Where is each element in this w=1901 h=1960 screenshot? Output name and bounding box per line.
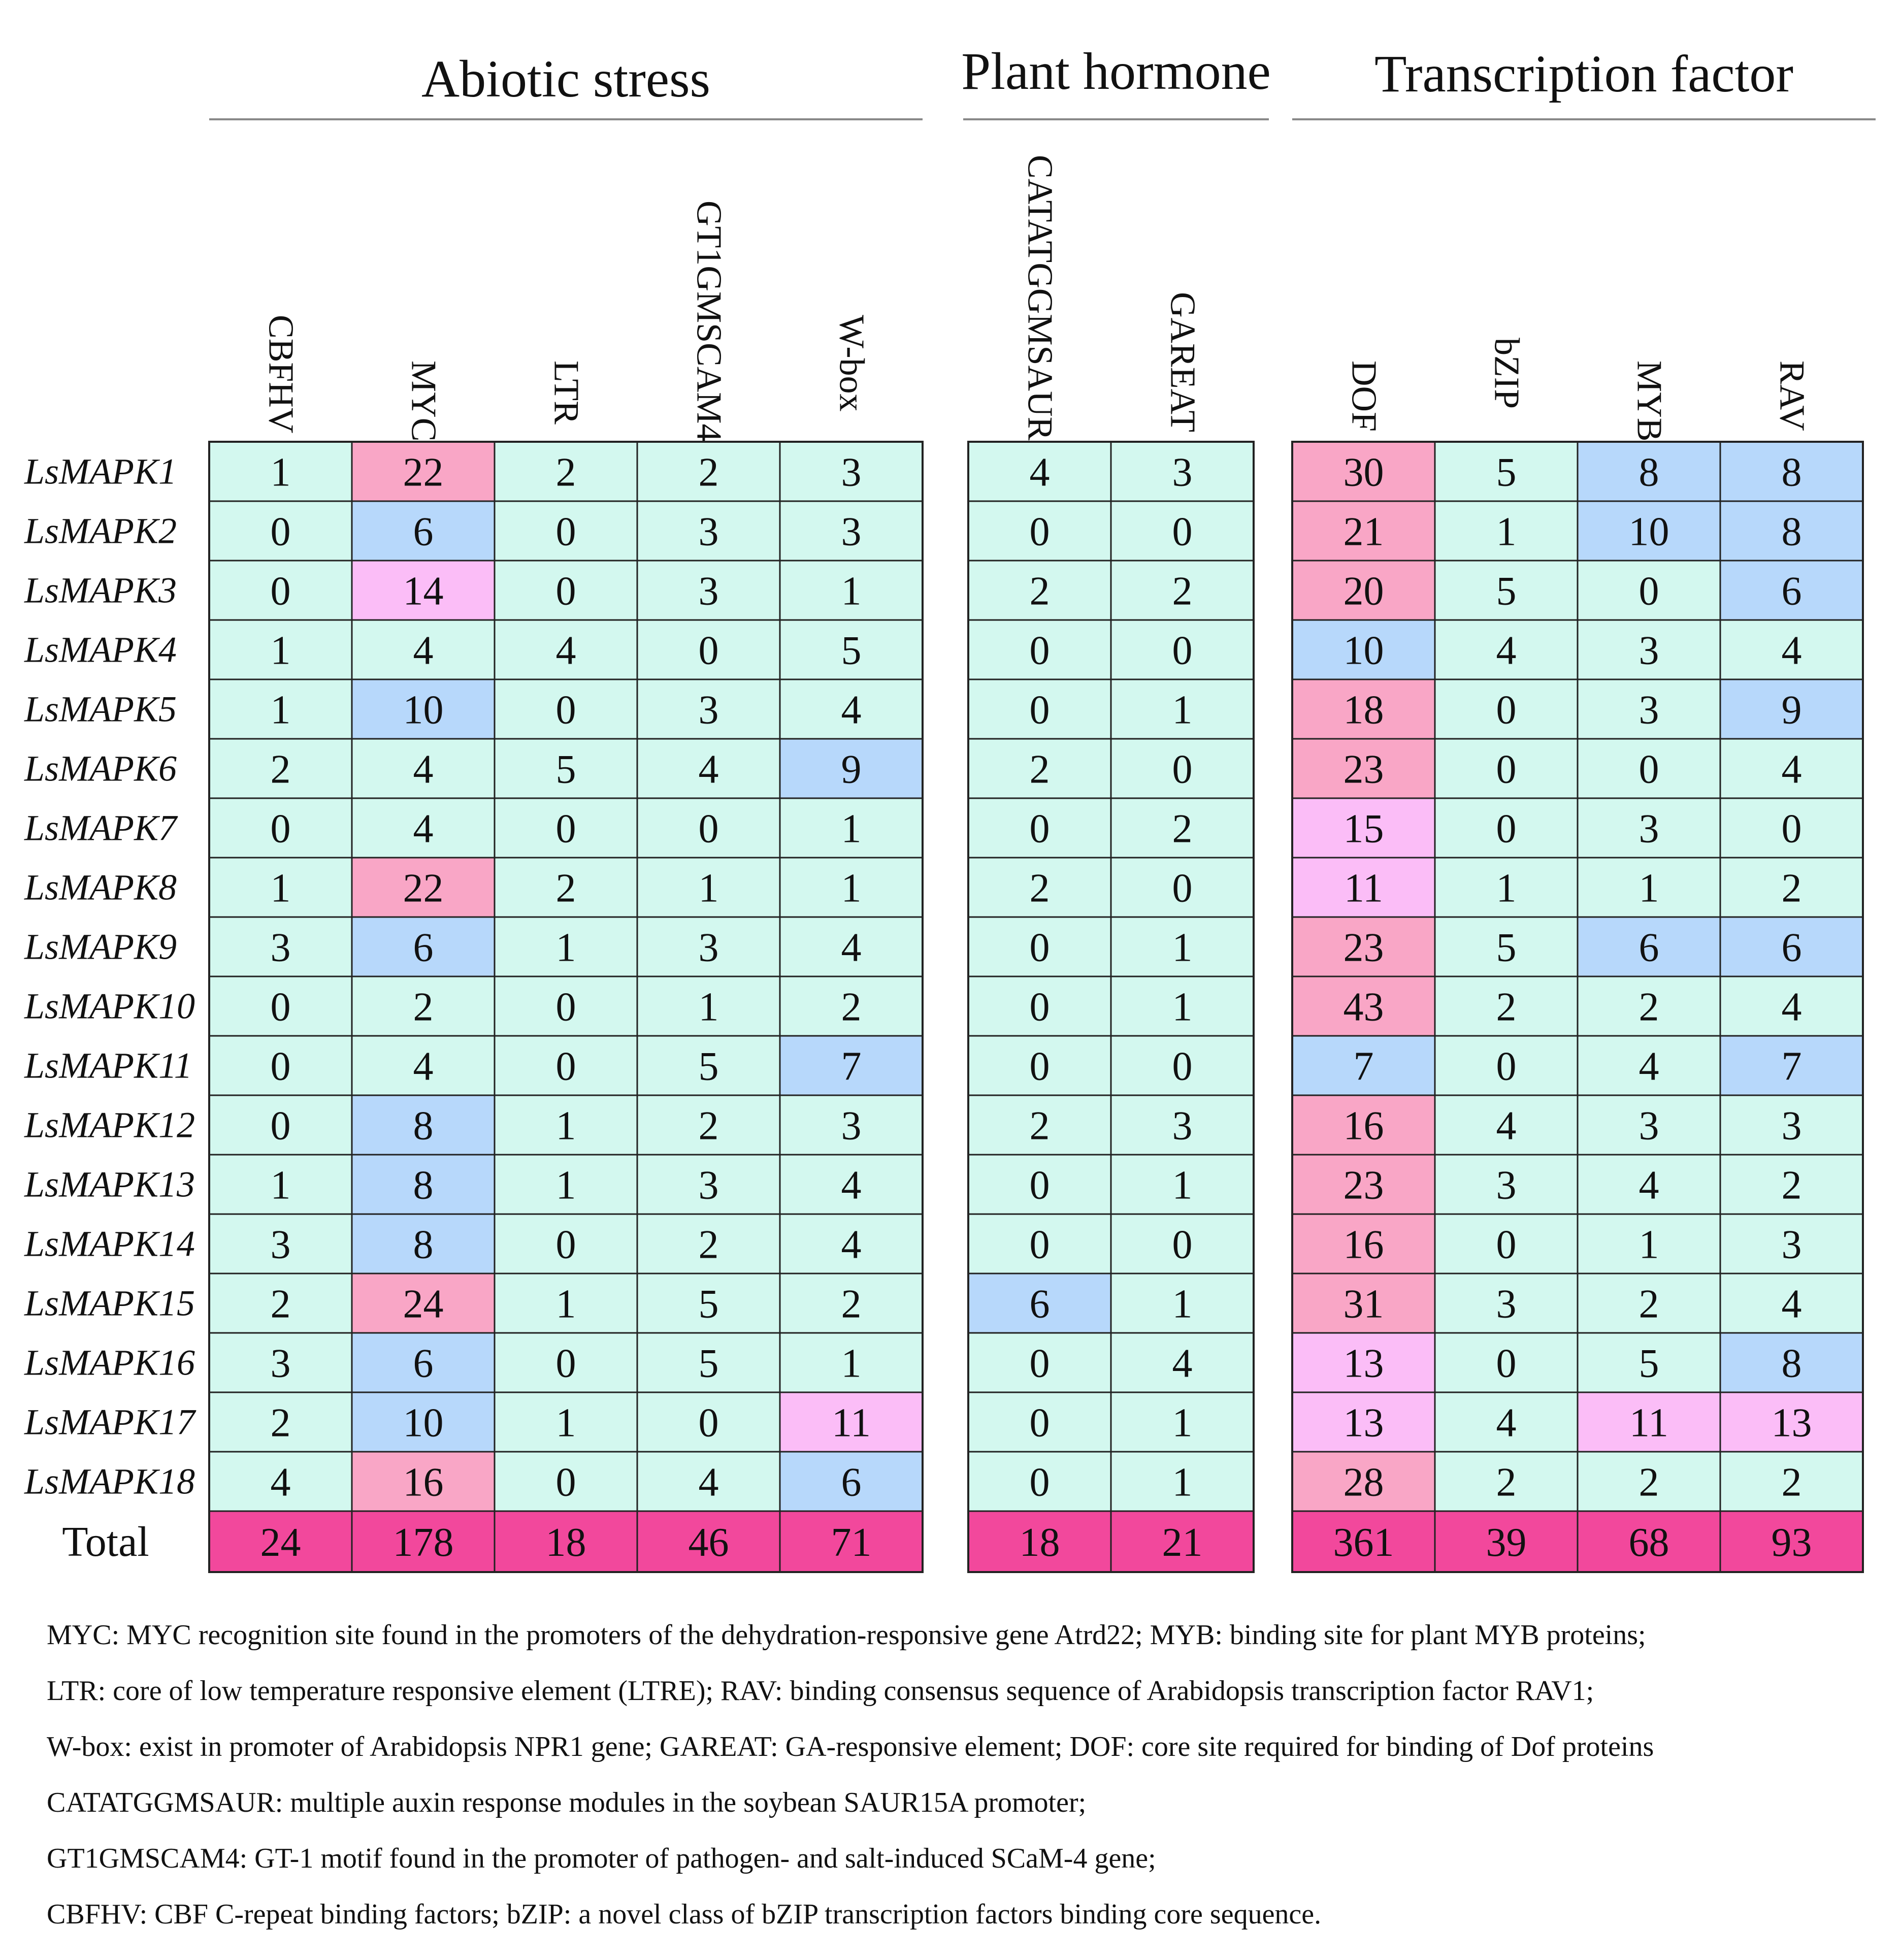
cell-value: 1 <box>1638 1222 1659 1267</box>
cell-value: 5 <box>841 628 862 673</box>
cell-value: 23 <box>1343 1163 1384 1208</box>
cell-value: 31 <box>1343 1282 1384 1327</box>
cell-value: 16 <box>1343 1222 1384 1267</box>
cell-value: 0 <box>555 688 576 733</box>
cell-value: 1 <box>555 1103 576 1149</box>
column-label: GT1GMSCAM4 <box>689 201 729 442</box>
cell-value: 2 <box>1638 985 1659 1030</box>
cell-value: 0 <box>1029 1222 1050 1267</box>
cell-value: 3 <box>1781 1103 1802 1149</box>
cell-value: 3 <box>698 1163 719 1208</box>
cell-value: 3 <box>698 509 719 554</box>
row-label: LsMAPK15 <box>24 1283 195 1324</box>
cell-value: 4 <box>1029 450 1050 495</box>
cell-value: 3 <box>1638 806 1659 852</box>
cell-value: 2 <box>841 985 862 1030</box>
cell-value: 2 <box>270 1282 291 1327</box>
cell-value: 3 <box>1638 628 1659 673</box>
footnote-line: MYC: MYC recognition site found in the promoters of the dehydration-responsive gene Atrd22; MYB: binding site for plant MYB proteins; <box>47 1619 1646 1651</box>
cell-value: 0 <box>270 806 291 852</box>
cell-value: 6 <box>1638 925 1659 970</box>
cell-value: 3 <box>698 925 719 970</box>
cell-value: 3 <box>1781 1222 1802 1267</box>
cell-value: 23 <box>1343 925 1384 970</box>
cell-value: 3 <box>1638 1103 1659 1149</box>
cell-value: 4 <box>1496 628 1517 673</box>
cell-value: 1 <box>841 1341 862 1386</box>
group-title: Transcription factor <box>1374 45 1794 103</box>
total-value: 39 <box>1486 1520 1527 1565</box>
cell-value: 3 <box>841 1103 862 1149</box>
total-value: 24 <box>260 1520 301 1565</box>
cell-value: 10 <box>1343 628 1384 673</box>
cell-value: 1 <box>1496 509 1517 554</box>
cell-value: 8 <box>413 1222 434 1267</box>
total-value: 68 <box>1628 1520 1669 1565</box>
cell-value: 0 <box>1496 1341 1517 1386</box>
cell-value: 4 <box>1172 1341 1193 1386</box>
cell-value: 4 <box>841 925 862 970</box>
total-value: 18 <box>545 1520 586 1565</box>
column-label: CBFHV <box>261 315 301 434</box>
cell-value: 4 <box>1781 747 1802 792</box>
cell-value: 0 <box>1029 1341 1050 1386</box>
row-label: LsMAPK8 <box>24 867 177 908</box>
cell-value: 2 <box>1029 1103 1050 1149</box>
group-title: Abiotic stress <box>421 50 711 108</box>
cell-value: 8 <box>413 1103 434 1149</box>
cell-value: 1 <box>270 866 291 911</box>
column-label: GAREAT <box>1163 292 1202 433</box>
row-label: LsMAPK3 <box>24 570 177 611</box>
cell-value: 1 <box>270 688 291 733</box>
total-label: Total <box>62 1518 149 1565</box>
cell-value: 5 <box>1496 925 1517 970</box>
cell-value: 2 <box>698 1222 719 1267</box>
cell-value: 0 <box>1029 628 1050 673</box>
cell-value: 0 <box>555 1341 576 1386</box>
cell-value: 0 <box>1496 1222 1517 1267</box>
footnotes <box>47 1607 1885 1942</box>
row-label: LsMAPK10 <box>24 986 195 1027</box>
cell-value: 5 <box>1496 569 1517 614</box>
cell-value: 2 <box>555 866 576 911</box>
row-label: LsMAPK1 <box>24 451 177 492</box>
cell-value: 1 <box>1172 1460 1193 1505</box>
cell-value: 11 <box>1343 866 1384 911</box>
cell-value: 5 <box>698 1044 719 1089</box>
cell-value: 22 <box>403 866 444 911</box>
total-value: 93 <box>1771 1520 1812 1565</box>
cell-value: 0 <box>1638 747 1659 792</box>
cell-value: 9 <box>1781 688 1802 733</box>
cell-value: 3 <box>1172 1103 1193 1149</box>
cell-value: 4 <box>1781 985 1802 1030</box>
cell-value: 1 <box>555 925 576 970</box>
cell-value: 0 <box>1496 1044 1517 1089</box>
cell-value: 0 <box>1029 1460 1050 1505</box>
cell-value: 2 <box>1496 1460 1517 1505</box>
cell-value: 3 <box>270 1222 291 1267</box>
cell-value: 8 <box>413 1163 434 1208</box>
cell-value: 2 <box>1172 569 1193 614</box>
cell-value: 0 <box>698 806 719 852</box>
cell-value: 0 <box>270 1044 291 1089</box>
cell-value: 0 <box>1496 806 1517 852</box>
group-title: Plant hormone <box>961 42 1271 101</box>
cell-value: 4 <box>698 1460 719 1505</box>
cell-value: 1 <box>1172 985 1193 1030</box>
cell-value: 11 <box>831 1400 871 1446</box>
cell-value: 3 <box>841 509 862 554</box>
cell-value: 30 <box>1343 450 1384 495</box>
cell-value: 1 <box>1496 866 1517 911</box>
cell-value: 0 <box>270 509 291 554</box>
cell-value: 4 <box>1496 1400 1517 1446</box>
cell-value: 0 <box>1029 985 1050 1030</box>
cell-value: 4 <box>1638 1163 1659 1208</box>
cell-value: 1 <box>698 985 719 1030</box>
cell-value: 3 <box>1638 688 1659 733</box>
cell-value: 4 <box>413 628 434 673</box>
column-label: LTR <box>546 361 586 424</box>
cell-value: 4 <box>1496 1103 1517 1149</box>
cell-value: 0 <box>555 1044 576 1089</box>
cell-value: 2 <box>698 450 719 495</box>
column-label: CATATGGMSAUR <box>1020 155 1060 441</box>
cell-value: 0 <box>1029 806 1050 852</box>
cell-value: 8 <box>1781 1341 1802 1386</box>
cell-value: 2 <box>841 1282 862 1327</box>
cell-value: 0 <box>1496 688 1517 733</box>
cell-value: 2 <box>1029 747 1050 792</box>
cell-value: 8 <box>1781 509 1802 554</box>
cell-value: 6 <box>1029 1282 1050 1327</box>
cell-value: 0 <box>1172 866 1193 911</box>
cell-value: 1 <box>270 628 291 673</box>
row-label: LsMAPK16 <box>24 1342 195 1383</box>
cell-value: 0 <box>698 628 719 673</box>
cell-value: 15 <box>1343 806 1384 852</box>
cell-value: 1 <box>270 450 291 495</box>
cell-value: 10 <box>1628 509 1669 554</box>
cell-value: 1 <box>555 1400 576 1446</box>
cell-value: 6 <box>1781 925 1802 970</box>
cell-value: 2 <box>555 450 576 495</box>
cell-value: 4 <box>555 628 576 673</box>
cell-value: 6 <box>413 509 434 554</box>
cell-value: 3 <box>1172 450 1193 495</box>
cell-value: 2 <box>1029 866 1050 911</box>
cell-value: 4 <box>413 1044 434 1089</box>
total-value: 21 <box>1162 1520 1203 1565</box>
cell-value: 0 <box>1029 1400 1050 1446</box>
cell-value: 1 <box>555 1163 576 1208</box>
cell-value: 0 <box>1029 509 1050 554</box>
cell-value: 0 <box>270 985 291 1030</box>
cell-value: 0 <box>555 806 576 852</box>
cell-value: 1 <box>1638 866 1659 911</box>
footnote-line: CATATGGMSAUR: multiple auxin response modules in the soybean SAUR15A promoter; <box>47 1787 1087 1818</box>
row-label: LsMAPK4 <box>24 629 177 670</box>
row-label: LsMAPK9 <box>24 926 177 967</box>
cell-value: 1 <box>841 806 862 852</box>
cell-value: 8 <box>1781 450 1802 495</box>
cell-value: 4 <box>841 1222 862 1267</box>
cell-value: 28 <box>1343 1460 1384 1505</box>
column-label: W-box <box>832 315 871 412</box>
cell-value: 1 <box>1172 1282 1193 1327</box>
cell-value: 4 <box>698 747 719 792</box>
row-label: LsMAPK18 <box>24 1461 195 1502</box>
cell-value: 0 <box>698 1400 719 1446</box>
cell-value: 14 <box>403 569 444 614</box>
cell-value: 43 <box>1343 985 1384 1030</box>
cell-value: 0 <box>1172 1044 1193 1089</box>
cell-value: 5 <box>698 1341 719 1386</box>
cell-value: 0 <box>1029 688 1050 733</box>
column-label: MYC <box>404 361 443 442</box>
cell-value: 18 <box>1343 688 1384 733</box>
cell-value: 3 <box>1496 1282 1517 1327</box>
cell-value: 0 <box>270 569 291 614</box>
cell-value: 2 <box>270 1400 291 1446</box>
cell-value: 3 <box>841 450 862 495</box>
cell-value: 3 <box>698 688 719 733</box>
cell-value: 1 <box>270 1163 291 1208</box>
cell-value: 13 <box>1771 1400 1812 1446</box>
cell-value: 6 <box>413 1341 434 1386</box>
total-value: 18 <box>1019 1520 1060 1565</box>
cell-value: 0 <box>1172 1222 1193 1267</box>
cell-value: 2 <box>1638 1282 1659 1327</box>
cell-value: 4 <box>1781 628 1802 673</box>
cell-value: 1 <box>555 1282 576 1327</box>
column-label: MYB <box>1629 361 1669 442</box>
cell-value: 0 <box>1496 747 1517 792</box>
column-label: RAV <box>1772 361 1812 431</box>
cell-value: 3 <box>698 569 719 614</box>
cell-value: 4 <box>270 1460 291 1505</box>
cell-value: 1 <box>1172 1163 1193 1208</box>
cell-value: 0 <box>1029 925 1050 970</box>
cell-value: 22 <box>403 450 444 495</box>
cell-value: 4 <box>1781 1282 1802 1327</box>
cell-value: 6 <box>413 925 434 970</box>
cell-value: 3 <box>1496 1163 1517 1208</box>
cell-value: 7 <box>1781 1044 1802 1089</box>
cell-value: 0 <box>1172 628 1193 673</box>
row-label: LsMAPK7 <box>24 807 177 848</box>
cell-value: 3 <box>270 925 291 970</box>
row-label: LsMAPK14 <box>24 1223 195 1264</box>
row-label: LsMAPK6 <box>24 748 177 789</box>
cell-value: 6 <box>841 1460 862 1505</box>
cell-value: 1 <box>1172 925 1193 970</box>
cell-value: 4 <box>413 747 434 792</box>
cell-value: 1 <box>841 569 862 614</box>
cell-value: 20 <box>1343 569 1384 614</box>
cell-value: 9 <box>841 747 862 792</box>
cell-value: 2 <box>1781 866 1802 911</box>
cell-value: 2 <box>698 1103 719 1149</box>
cell-value: 23 <box>1343 747 1384 792</box>
cell-value: 16 <box>403 1460 444 1505</box>
cell-value: 4 <box>841 688 862 733</box>
cell-value: 0 <box>555 985 576 1030</box>
cell-value: 2 <box>1781 1460 1802 1505</box>
column-label: bZIP <box>1487 338 1526 409</box>
total-value: 71 <box>831 1520 872 1565</box>
row-label: LsMAPK2 <box>24 510 177 551</box>
cell-value: 1 <box>698 866 719 911</box>
cell-value: 0 <box>270 1103 291 1149</box>
footnote-line: GT1GMSCAM4: GT-1 motif found in the promoter of pathogen- and salt-induced SCaM-4 gene; <box>47 1843 1156 1874</box>
cell-value: 13 <box>1343 1400 1384 1446</box>
cell-value: 0 <box>1638 569 1659 614</box>
total-value: 178 <box>392 1520 454 1565</box>
cell-value: 0 <box>1172 509 1193 554</box>
cell-value: 4 <box>1638 1044 1659 1089</box>
column-label: DOF <box>1344 361 1384 432</box>
footnote-line: LTR: core of low temperature responsive element (LTRE); RAV: binding consensus sequence of Arabidopsis transcription factor RAV1; <box>47 1675 1594 1707</box>
cell-value: 24 <box>403 1282 444 1327</box>
cell-value: 1 <box>1172 688 1193 733</box>
row-label: LsMAPK5 <box>24 689 177 730</box>
cell-value: 10 <box>403 688 444 733</box>
cell-value: 0 <box>1172 747 1193 792</box>
total-value: 46 <box>688 1520 729 1565</box>
cell-value: 1 <box>841 866 862 911</box>
row-label: LsMAPK11 <box>24 1045 192 1086</box>
cell-value: 5 <box>1496 450 1517 495</box>
cell-value: 0 <box>555 569 576 614</box>
cell-value: 7 <box>1353 1044 1374 1089</box>
footnote-line: W-box: exist in promoter of Arabidopsis NPR1 gene; GAREAT: GA-responsive element; DOF: core site required for binding of Dof proteins <box>47 1731 1654 1762</box>
cell-value: 6 <box>1781 569 1802 614</box>
total-value: 361 <box>1333 1520 1394 1565</box>
cell-value: 21 <box>1343 509 1384 554</box>
cell-value: 7 <box>841 1044 862 1089</box>
cell-value: 0 <box>555 509 576 554</box>
cell-value: 2 <box>413 985 434 1030</box>
cell-value: 16 <box>1343 1103 1384 1149</box>
cell-value: 4 <box>413 806 434 852</box>
cell-value: 2 <box>1638 1460 1659 1505</box>
cell-value: 1 <box>1172 1400 1193 1446</box>
cell-value: 0 <box>555 1222 576 1267</box>
row-label: LsMAPK12 <box>24 1104 195 1146</box>
cell-value: 2 <box>1496 985 1517 1030</box>
cell-value: 10 <box>403 1400 444 1446</box>
row-label: LsMAPK13 <box>24 1164 195 1205</box>
row-label: LsMAPK17 <box>24 1401 195 1443</box>
cell-value: 5 <box>1638 1341 1659 1386</box>
cell-value: 0 <box>1029 1163 1050 1208</box>
cell-value: 2 <box>1029 569 1050 614</box>
cell-value: 2 <box>1781 1163 1802 1208</box>
footnote-line: CBFHV: CBF C-repeat binding factors; bZIP: a novel class of bZIP transcription factors binding core sequence. <box>47 1899 1322 1930</box>
cell-value: 0 <box>555 1460 576 1505</box>
cell-value: 11 <box>1629 1400 1669 1446</box>
cell-value: 5 <box>555 747 576 792</box>
cell-value: 2 <box>1172 806 1193 852</box>
cell-value: 3 <box>270 1341 291 1386</box>
cell-value: 2 <box>270 747 291 792</box>
cell-value: 0 <box>1781 806 1802 852</box>
cell-value: 0 <box>1029 1044 1050 1089</box>
cell-value: 8 <box>1638 450 1659 495</box>
cell-value: 5 <box>698 1282 719 1327</box>
cell-value: 4 <box>841 1163 862 1208</box>
cell-value: 13 <box>1343 1341 1384 1386</box>
